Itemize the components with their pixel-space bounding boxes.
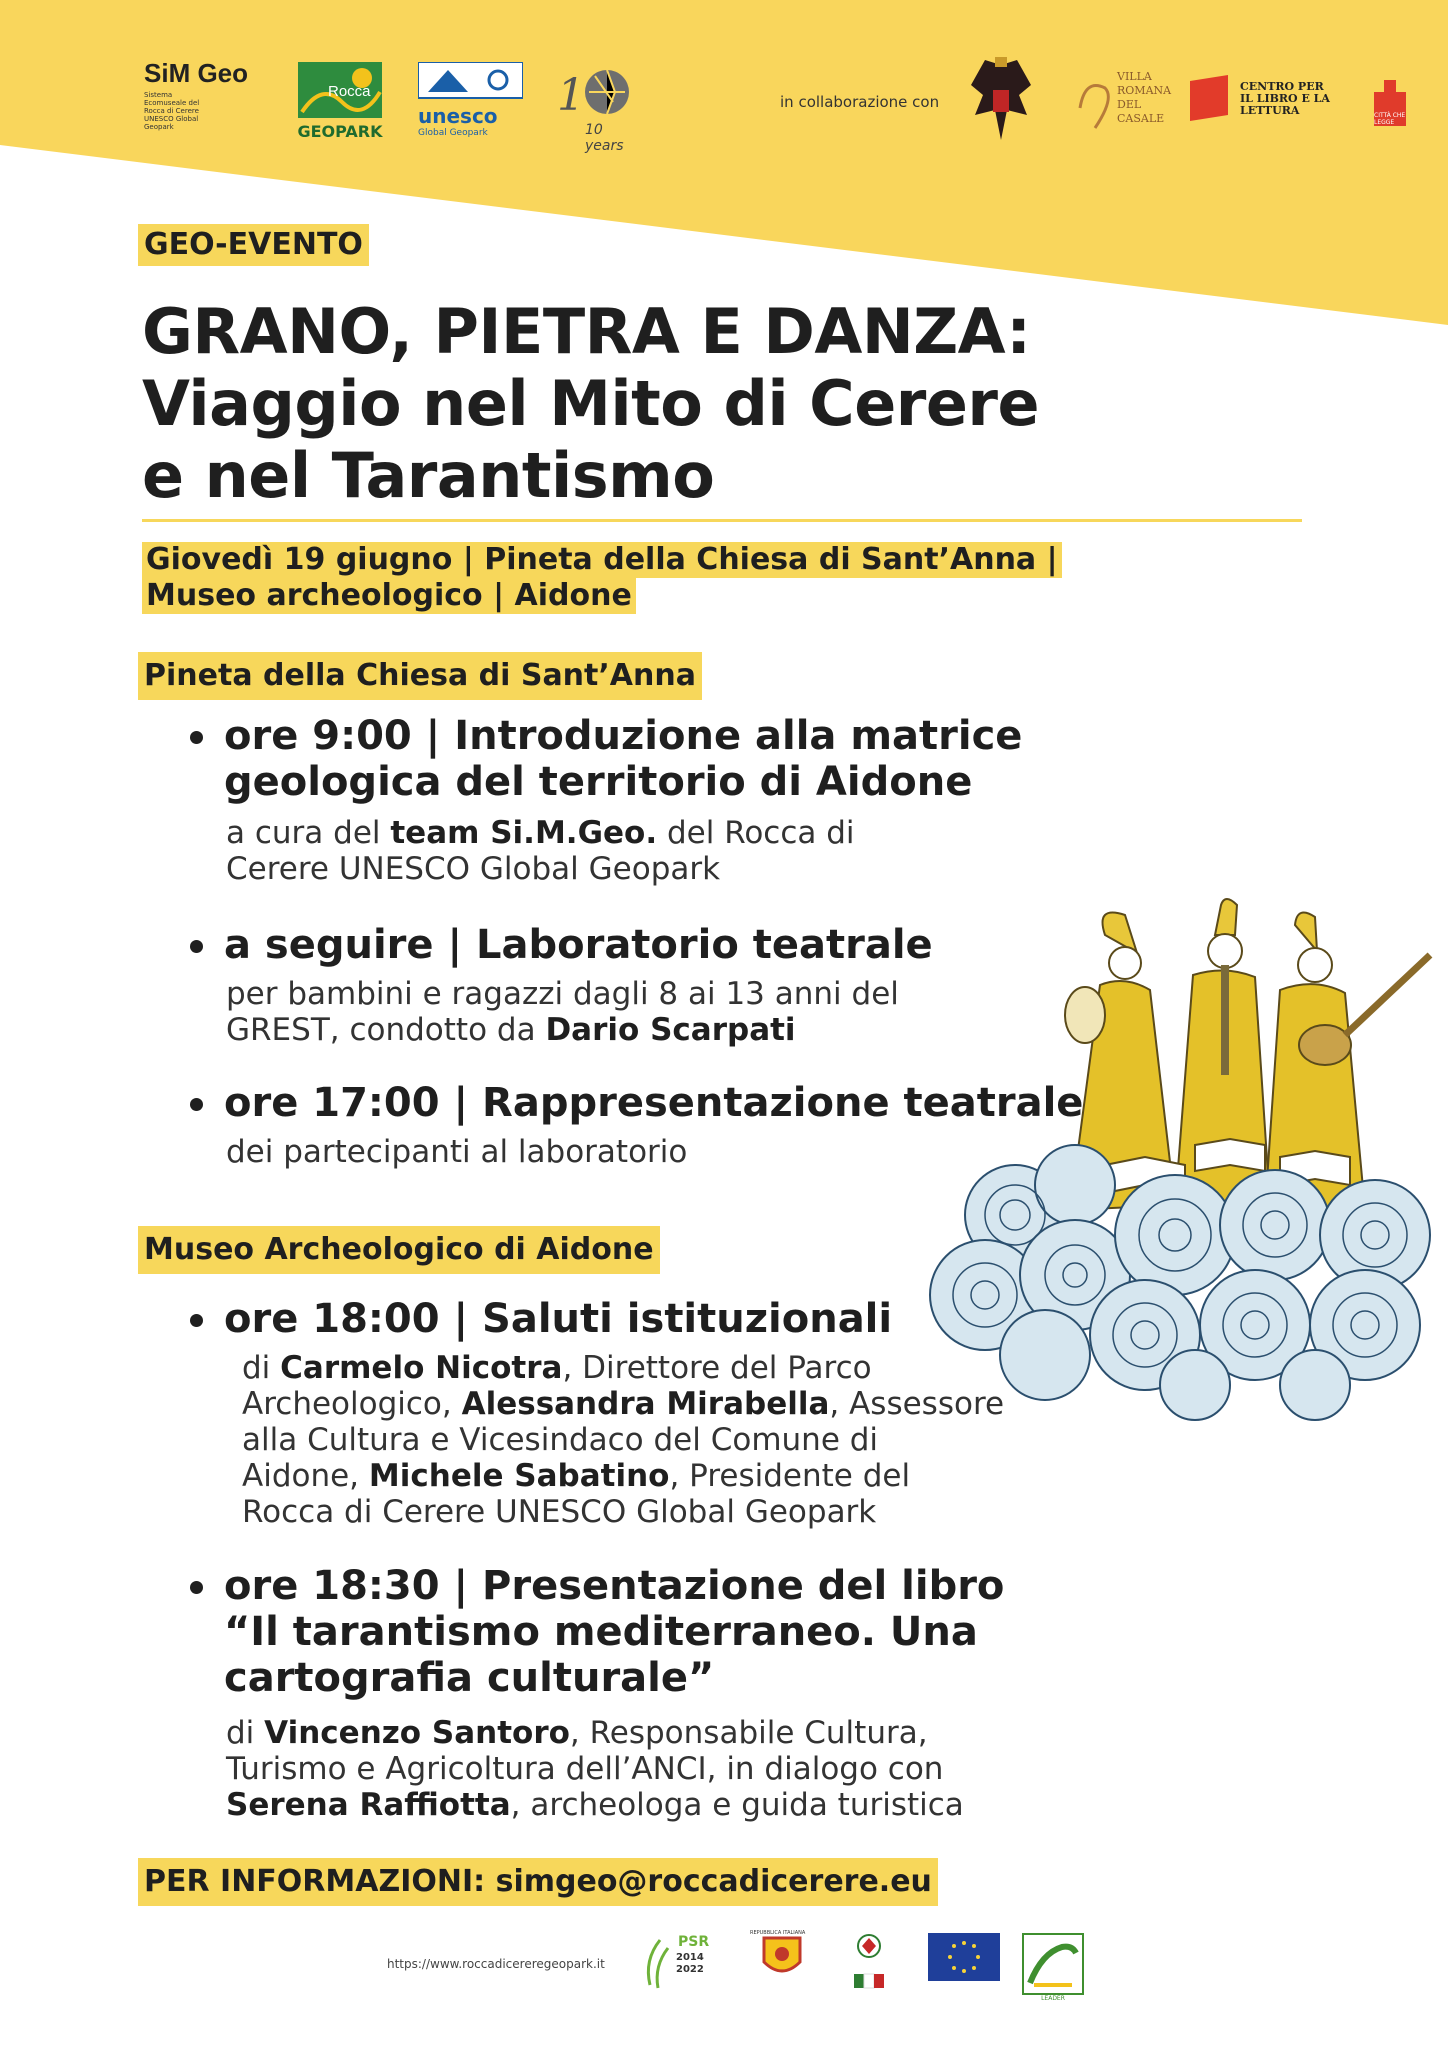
- event-type-tag: GEO-EVENTO: [138, 224, 369, 266]
- ministero-logo: [824, 1930, 914, 1994]
- item-description: di Carmelo Nicotra, Direttore del Parco Archeologico, Alessandra Mirabella, Assessore alla Cultura e Vicesindaco del Comune di Aidone, Michele Sabatino, Presidente del Rocca di Cerere UNESCO Global Geopark: [242, 1350, 1005, 1530]
- eu-flag-logo: [928, 1933, 1000, 1991]
- region-crest-logo: [965, 55, 1037, 145]
- program-item-introduzione: ore 9:00 | Introduzione alla matrice geologica del territorio di Aidone a cura del team Si.M.Geo. del Rocca di Cerere UNESCO Global Geopark: [190, 713, 1022, 887]
- unesco-emblem-icon: [418, 62, 523, 100]
- event-date-location: Giovedì 19 giugno | Pineta della Chiesa di Sant’Anna | Museo archeologico | Aidone: [142, 542, 1062, 614]
- eu-flag-icon: [928, 1933, 1000, 1991]
- ten-years-logo: 1 10 years: [555, 62, 645, 142]
- item-description: per bambini e ragazzi dagli 8 ai 13 anni del GREST, condotto da Dario Scarpati: [226, 976, 899, 1048]
- rocca-di-cerere-logo: Rocca GEOPARK: [292, 62, 388, 144]
- item-description: a cura del team Si.M.Geo. del Rocca di Cerere UNESCO Global Geopark: [226, 815, 855, 887]
- bullet-icon: [190, 940, 203, 953]
- rocca-label: Rocca: [328, 83, 371, 100]
- bullet-icon: [190, 731, 203, 744]
- italian-emblem-icon: [824, 1930, 914, 1994]
- bullet-icon: [190, 1314, 203, 1327]
- bullet-icon: [190, 1098, 203, 1111]
- program-item-laboratorio: a seguire | Laboratorio teatrale per bambini e ragazzi dagli 8 ai 13 anni del GREST, condotto da Dario Scarpati: [190, 922, 933, 1048]
- section-label-pineta: Pineta della Chiesa di Sant’Anna: [138, 652, 702, 700]
- centro-libro-logo: CENTRO PER IL LIBRO E LA LETTURA: [1188, 75, 1328, 125]
- rocca-emblem-icon: [292, 62, 388, 118]
- collaboration-label: in collaborazione con: [780, 93, 940, 111]
- contact-info: PER INFORMAZIONI: simgeo@roccadicerere.eu: [138, 1858, 938, 1906]
- regione-sicilia-logo: REPUBBLICA ITALIANA: [750, 1930, 820, 1992]
- simgeo-logo: SiM Geo Sistema Ecomuseale del Rocca di Cerere UNESCO Global Geopark: [144, 58, 249, 131]
- leader-logo: LEADER: [1022, 1933, 1084, 1995]
- citta-che-legge-logo: CITTÀ CHE LEGGE: [1372, 78, 1408, 128]
- svg-text:1: 1: [557, 70, 585, 121]
- leader-emblem-icon: [1022, 1933, 1084, 1995]
- villa-romana-logo: VILLA ROMANA DEL CASALE: [1075, 62, 1175, 142]
- eagle-crest-icon: [965, 55, 1037, 145]
- trinacria-icon: [762, 1936, 802, 1980]
- event-title: GRANO, PIETRA E DANZA: Viaggio nel Mito di Cerere e nel Tarantismo: [142, 295, 1039, 512]
- program-item-rappresentazione: ore 17:00 | Rappresentazione teatrale dei partecipanti al laboratorio: [190, 1080, 1083, 1170]
- psr-logo: PSR 2014 2022: [640, 1930, 712, 1992]
- item-description: di Vincenzo Santoro, Responsabile Cultura, Turismo e Agricoltura dell’ANCI, in dialogo con Serena Raffiotta, archeologa e guida turistica: [226, 1715, 964, 1823]
- ten-years-emblem-icon: [555, 62, 645, 122]
- villa-mosaic-icon: [1075, 68, 1115, 138]
- section-label-museo: Museo Archeologico di Aidone: [138, 1226, 660, 1274]
- item-description: dei partecipanti al laboratorio: [226, 1134, 688, 1170]
- bullet-icon: [190, 1581, 203, 1594]
- program-item-presentazione-libro: ore 18:30 | Presentazione del libro “Il tarantismo mediterraneo. Una cartografia culturale” di Vincenzo Santoro, Responsabile Cultura, Turismo e Agricoltura dell’ANCI, in dialogo con Serena Raffiotta, archeologa e guida turistica: [190, 1563, 1004, 1823]
- program-item-saluti: ore 18:00 | Saluti istituzionali di Carmelo Nicotra, Direttore del Parco Archeologico, Alessandra Mirabella, Assessore alla Cultura e Vicesindaco del Comune di Aidone, Michele Sabatino, Presidente del Rocca di Cerere UNESCO Global Geopark: [190, 1296, 1004, 1530]
- footer-website-link[interactable]: https://www.roccadicereregeopark.it: [387, 1957, 605, 1971]
- header-banner: [0, 0, 1448, 330]
- title-divider: [142, 519, 1302, 522]
- book-icon: [1188, 75, 1234, 123]
- unesco-logo: unesco Global Geopark: [418, 62, 523, 142]
